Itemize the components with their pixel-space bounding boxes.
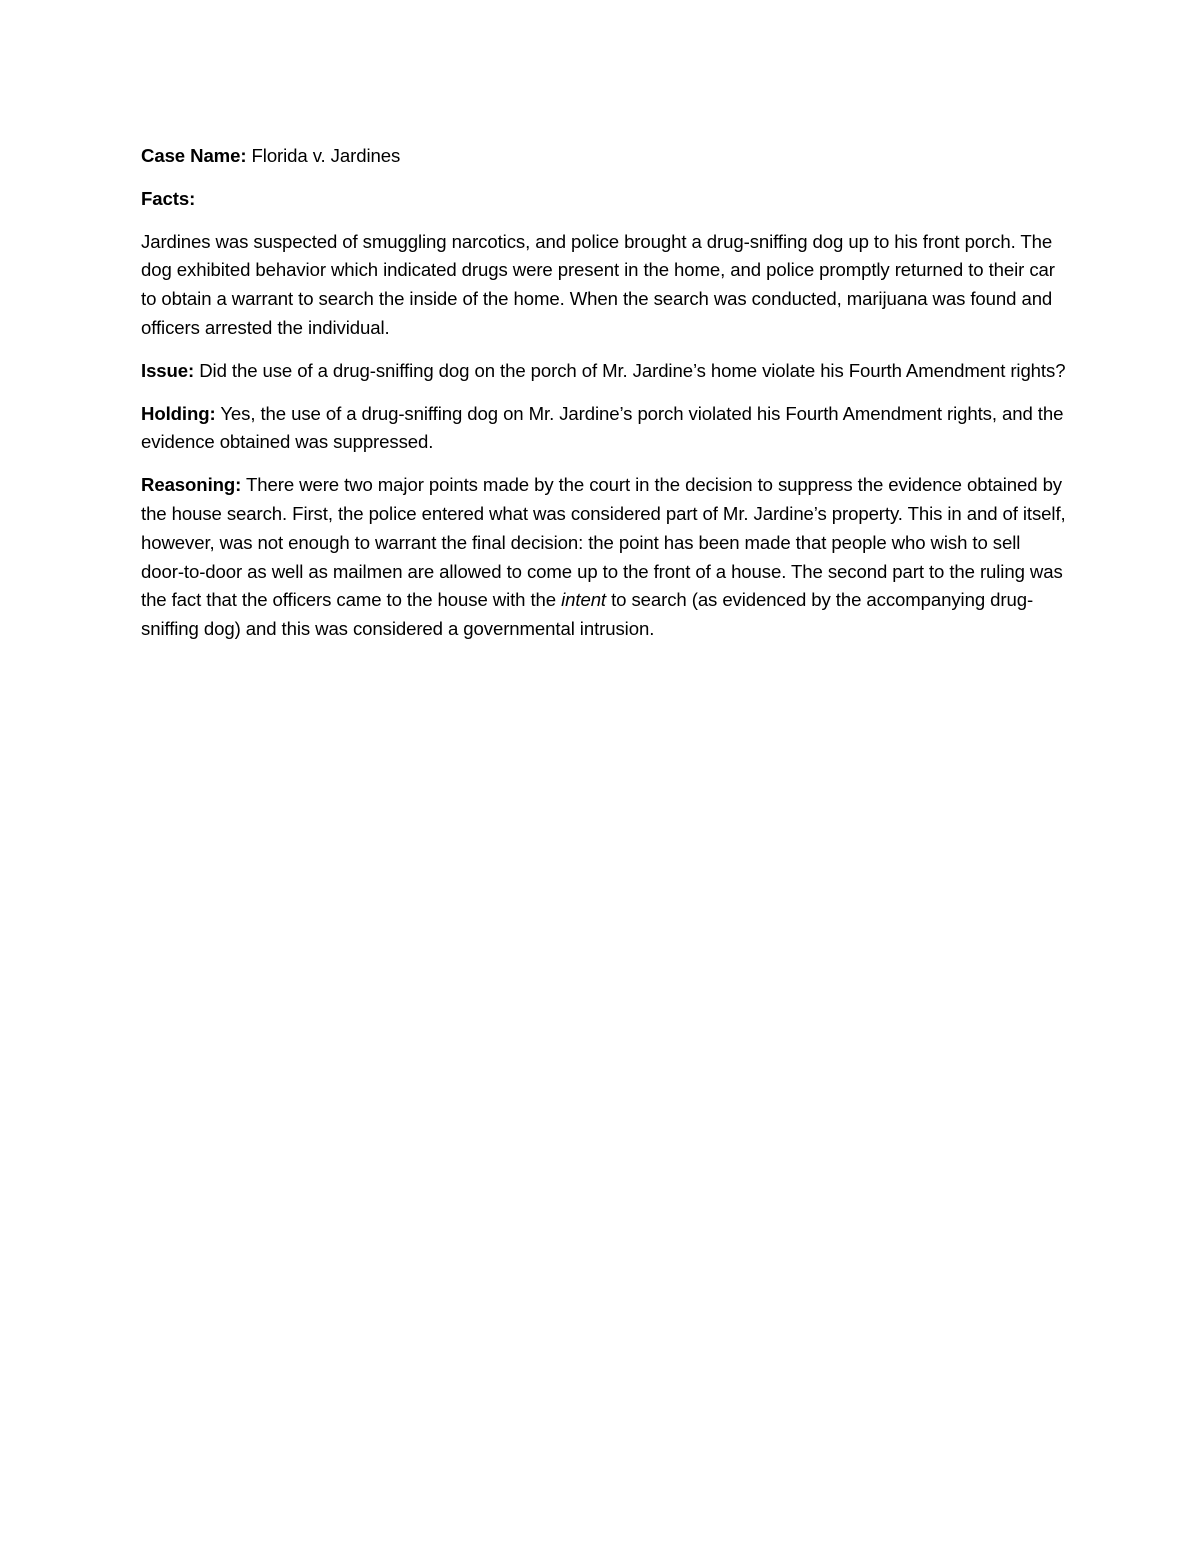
issue-label: Issue: [141, 359, 195, 381]
facts-heading [141, 185, 1066, 214]
facts-text: Jardines was suspected of smuggling narcotics, and police brought a drug-sniffing dog up to his front porch. The dog exhibited behavior which indicated drugs were present in the home, and police promptly returned to their car to obtain a warrant to search the inside of the home. When the search was conducted, marijuana was found and officers arrested the individual. [141, 230, 1055, 338]
issue-paragraph [141, 357, 1066, 386]
reasoning-text-italic: intent [561, 589, 606, 611]
reasoning-text-before: There were two major points made by the court in the decision to suppress the evidence obtained by the house search. First, the police entered what was considered part of Mr. Jardine’s property. This in and of itself, however, was not enough to warrant the final decision: the point has been made that people who wish to sell door-to-door as well as mailmen are allowed to come up to the front of a house. The second part to the ruling was the fact that the officers came to the house with the [141, 474, 1066, 611]
facts-paragraph [141, 228, 1066, 343]
case-name-line [141, 142, 1066, 171]
facts-label: Facts: [141, 187, 196, 209]
reasoning-label: Reasoning: [141, 474, 242, 496]
reasoning-paragraph [141, 471, 1066, 644]
case-name-label: Case Name: [141, 145, 247, 166]
case-name-value: Florida v. Jardines [251, 145, 401, 166]
issue-text: Did the use of a drug-sniffing dog on the porch of Mr. Jardine’s home violate his Fourth Amendment rights? [199, 359, 1066, 381]
holding-label: Holding: [141, 402, 216, 424]
reasoning-text-after: to search (as evidenced by the accompanying drug-sniffing dog) and this was considered a governmental intrusion. [141, 589, 1034, 640]
holding-paragraph [141, 400, 1066, 458]
holding-text: Yes, the use of a drug-sniffing dog on Mr. Jardine’s porch violated his Fourth Amendment rights, and the evidence obtained was suppressed. [141, 402, 1064, 453]
case-brief [141, 142, 1066, 658]
